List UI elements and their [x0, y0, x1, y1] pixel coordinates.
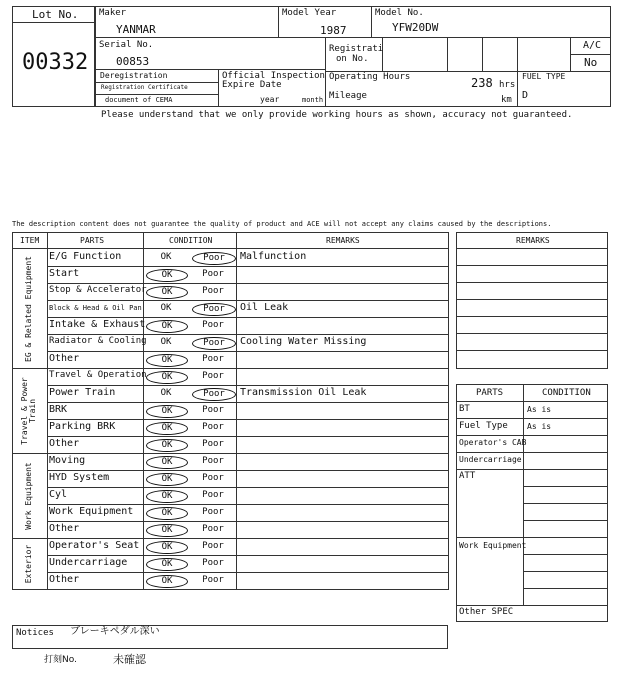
registration-label: Registrati [329, 44, 384, 54]
divider [382, 37, 383, 71]
part-name: Travel & Operation [49, 370, 147, 380]
condition-poor[interactable]: Poor [202, 269, 224, 279]
remark-line [456, 333, 608, 334]
part-name: HYD System [49, 472, 110, 483]
inspection-label-2: Expire Date [222, 80, 282, 90]
condition-poor[interactable]: Poor [202, 422, 224, 432]
remark-line [456, 248, 608, 249]
condition-poor[interactable]: Poor [202, 541, 224, 551]
inspection-label: Official Inspection [222, 71, 325, 81]
condition-poor[interactable]: Poor [202, 490, 224, 500]
remark: Malfunction [240, 251, 307, 262]
row-divider [47, 283, 449, 284]
divider [95, 69, 325, 70]
row-divider [47, 385, 449, 386]
row-divider [47, 470, 449, 471]
condition-ok[interactable]: OK [146, 473, 188, 486]
condition-ok[interactable]: OK [146, 490, 188, 503]
parts-line [456, 435, 608, 436]
condition-ok[interactable]: OK [146, 354, 188, 367]
divider [95, 37, 611, 38]
condition-ok[interactable]: OK [146, 371, 188, 384]
condition-poor[interactable]: Poor [202, 439, 224, 449]
condition-poor[interactable]: Poor [202, 405, 224, 415]
row-divider [47, 504, 449, 505]
divider [371, 6, 372, 37]
part-name: Cyl [49, 489, 68, 500]
parts-line [523, 554, 608, 555]
condition-ok[interactable]: OK [146, 575, 188, 588]
row-divider [47, 555, 449, 556]
condition-ok[interactable]: OK [146, 269, 188, 282]
condition-ok[interactable]: OK [146, 558, 188, 571]
condition-poor[interactable]: Poor [202, 320, 224, 330]
att-label: ATT [459, 471, 476, 481]
undercarriage-label: Undercarriage [459, 455, 522, 464]
parts-line [456, 401, 608, 402]
cab-label: Operator's CAB [459, 438, 527, 447]
part-name: Work Equipment [49, 506, 134, 517]
notices-value: ブレーキペダル深い [70, 626, 160, 637]
ac-value: No [584, 56, 598, 69]
condition-poor[interactable]: Poor [202, 575, 224, 585]
model-year-label: Model Year [282, 8, 337, 18]
part-name: BRK [49, 404, 68, 415]
row-divider [47, 436, 449, 437]
condition-ok[interactable]: OK [146, 422, 188, 435]
disclaimer: The description content does not guarantee the quality of product and ACE will not accept any claims caused by the descriptions. [12, 220, 552, 228]
cema-label: document of CEMA [105, 96, 173, 104]
condition-poor[interactable]: Poor [202, 354, 224, 364]
condition-ok[interactable]: OK [146, 405, 188, 418]
divider [47, 232, 48, 590]
group-label: Work Equipment [24, 461, 33, 530]
remark: Cooling Water Missing [240, 336, 367, 347]
row-divider [47, 521, 449, 522]
part-name: Operator's Seat [49, 540, 140, 551]
mileage-label: Mileage [329, 91, 367, 101]
condition-poor[interactable]: Poor [202, 524, 224, 534]
divider [95, 94, 218, 95]
group-label: Travel & Power Train [20, 376, 37, 445]
lot-value: 00332 [22, 50, 89, 75]
row-divider [12, 538, 449, 539]
right-remarks-frame [456, 232, 608, 369]
maker-value: YANMAR [116, 23, 156, 36]
condition-ok[interactable]: OK [160, 388, 172, 398]
part-name: Block & Head & Oil Pan [49, 304, 142, 312]
fuel-type-value: As is [527, 422, 552, 431]
hours-unit: hrs [499, 80, 516, 90]
part-name: Parking BRK [49, 421, 116, 432]
fuel-label: FUEL TYPE [522, 72, 566, 81]
hours-note: Please understand that we only provide working hours as shown, accuracy not guaranteed. [101, 110, 573, 120]
remark-line [456, 299, 608, 300]
km-unit: km [501, 95, 512, 105]
remark-line [456, 350, 608, 351]
condition-poor[interactable]: Poor [192, 337, 236, 350]
parts-line [523, 486, 608, 487]
condition-poor[interactable]: Poor [202, 507, 224, 517]
part-name: Other [49, 438, 80, 449]
condition-ok[interactable]: OK [160, 337, 172, 347]
serial-value: 00853 [116, 55, 150, 68]
condition-ok[interactable]: OK [160, 303, 172, 313]
condition-ok[interactable]: OK [160, 252, 172, 262]
remark-line [456, 265, 608, 266]
maker-label: Maker [99, 8, 127, 18]
row-divider [12, 589, 449, 590]
condition-header: CONDITION [542, 388, 591, 398]
divider [517, 37, 518, 107]
bt-value: As is [527, 405, 552, 414]
condition-ok[interactable]: OK [146, 439, 188, 452]
year-label: year [260, 95, 280, 104]
hours-label: Operating Hours [329, 72, 411, 82]
condition-ok[interactable]: OK [146, 320, 188, 333]
part-name: Other [49, 353, 80, 364]
divider [12, 22, 95, 23]
model-no-label: Model No. [375, 8, 424, 18]
condition-ok[interactable]: OK [146, 541, 188, 554]
divider [325, 37, 326, 107]
parts-line [456, 452, 608, 453]
row-divider [47, 317, 449, 318]
col-header-item: ITEM [20, 236, 40, 245]
parts-line [523, 503, 608, 504]
stamp-label: 打刻No. [44, 655, 77, 665]
divider [447, 37, 448, 71]
col-header-remarks: REMARKS [326, 236, 360, 245]
month-label: month [302, 96, 324, 104]
part-name: Other [49, 523, 80, 534]
fuel-type-label: Fuel Type [459, 421, 508, 431]
row-divider [47, 266, 449, 267]
col-header-condition: CONDITION [169, 236, 213, 245]
model-no-value: YFW20DW [392, 21, 439, 34]
row-divider [12, 453, 449, 454]
ac-label: A/C [583, 40, 602, 51]
part-name: Intake & Exhaust [49, 319, 146, 330]
condition-poor[interactable]: Poor [202, 473, 224, 483]
remark-line [456, 282, 608, 283]
part-name: Power Train [49, 387, 116, 398]
condition-poor[interactable]: Poor [202, 371, 224, 381]
right-remarks-header: REMARKS [516, 236, 550, 245]
condition-poor[interactable]: Poor [192, 303, 236, 316]
divider [482, 37, 483, 71]
divider [218, 69, 219, 107]
part-name: Radiator & Cooling [49, 336, 147, 346]
serial-label: Serial No. [99, 40, 154, 50]
lot-label: Lot No. [32, 8, 79, 21]
divider [236, 232, 237, 590]
condition-poor[interactable]: Poor [192, 388, 236, 401]
row-divider [47, 572, 449, 573]
parts-line [523, 520, 608, 521]
stamp-value: 未確認 [113, 653, 146, 666]
col-header-parts: PARTS [80, 236, 105, 245]
part-name: Undercarriage [49, 557, 128, 568]
model-year-value: 1987 [320, 24, 347, 37]
row-divider [47, 402, 449, 403]
divider [278, 6, 279, 37]
part-name: Other [49, 574, 80, 585]
fuel-value: D [522, 90, 529, 101]
remark-line [456, 316, 608, 317]
work-equipment-label: Work Equipment [459, 541, 527, 550]
parts-line [456, 418, 608, 419]
divider [570, 54, 611, 55]
deregistration-label: Deregistration [100, 71, 168, 80]
row-divider [47, 334, 449, 335]
part-name: Stop & Accelerator [49, 285, 147, 295]
remark: Transmission Oil Leak [240, 387, 367, 398]
part-name: E/G Function [49, 251, 122, 262]
parts-line [456, 537, 608, 538]
other-spec-label: Other SPEC [459, 607, 514, 617]
part-name: Start [49, 268, 80, 279]
part-name: Moving [49, 455, 86, 466]
group-label: EG & Related Equipment [24, 255, 33, 362]
row-divider [47, 487, 449, 488]
group-label: Exterior [24, 544, 33, 583]
divider [12, 248, 449, 249]
condition-ok[interactable]: OK [146, 456, 188, 469]
row-divider [12, 368, 449, 369]
condition-poor[interactable]: Poor [202, 558, 224, 568]
remark: Oil Leak [240, 302, 289, 313]
parts-line [456, 605, 608, 606]
condition-ok[interactable]: OK [146, 286, 188, 299]
row-divider [47, 351, 449, 352]
bt-label: BT [459, 404, 470, 414]
notices-label: Notices [16, 628, 54, 638]
parts-line [523, 588, 608, 589]
registration-label-2: on No. [336, 54, 369, 64]
hours-value: 238 [471, 76, 493, 90]
divider [95, 82, 218, 83]
condition-ok[interactable]: OK [146, 507, 188, 520]
row-divider [47, 300, 449, 301]
parts-line [523, 571, 608, 572]
condition-poor[interactable]: Poor [202, 286, 224, 296]
parts-header: PARTS [476, 388, 504, 398]
parts-line [456, 469, 608, 470]
reg-cert-label: Registration Certificate [101, 84, 188, 91]
condition-ok[interactable]: OK [146, 524, 188, 537]
row-divider [47, 419, 449, 420]
divider [570, 37, 571, 71]
condition-poor[interactable]: Poor [202, 456, 224, 466]
condition-poor[interactable]: Poor [192, 252, 236, 265]
